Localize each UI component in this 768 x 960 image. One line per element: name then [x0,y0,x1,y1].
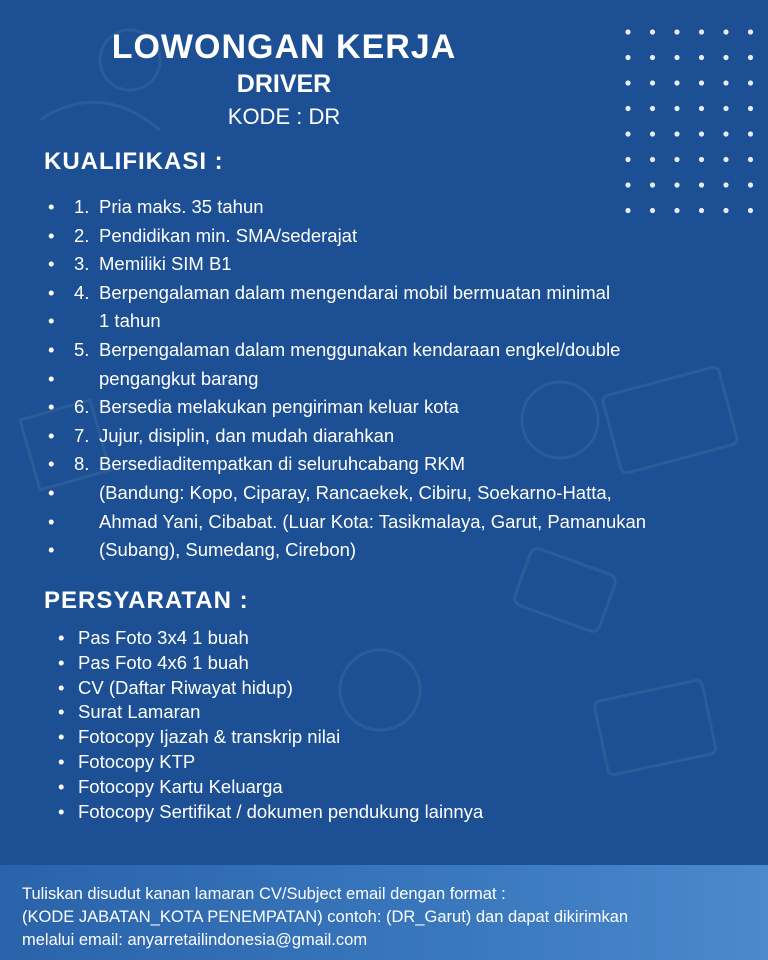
item-text: Fotocopy Kartu Keluarga [78,775,283,797]
bullet-icon: • [58,726,65,748]
qualification-item [48,422,748,451]
bullet-icon: • [48,224,55,246]
bullet-icon: • [48,338,55,360]
item-number: 2. [74,224,90,246]
bullet-icon: • [58,750,65,772]
item-number: 8. [74,453,90,475]
qualifications-heading: KUALIFIKASI : [44,148,224,175]
bullet-icon: • [48,453,55,475]
qualification-item [48,450,748,479]
item-text: Jujur, disiplin, dan mudah diarahkan [99,424,395,446]
item-number: 3. [74,253,90,275]
bullet-icon: • [48,367,55,389]
footer-format-example: (KODE JABATAN_KOTA PENEMPATAN) contoh: (DR_Garut) dan dapat dikirimkan [22,908,629,926]
item-text: Fotocopy KTP [78,750,196,772]
item-text: CV (Daftar Riwayat hidup) [78,676,293,698]
qualification-item [48,222,748,251]
qualifications-list [48,193,748,565]
item-text: (Subang), Sumedang, Cirebon) [99,539,357,561]
item-text: Berpengalaman dalam menggunakan kendaraan engkel/double [99,338,621,360]
qualification-item [48,479,748,508]
footer-instruction: Tuliskan disudut kanan lamaran CV/Subject email dengan format : [22,885,506,903]
item-text: Bersedia melakukan pengiriman keluar kota [99,396,459,418]
bullet-icon: • [48,196,55,217]
item-text: Fotocopy Sertifikat / dokumen pendukung lainnya [78,800,484,822]
qualification-item [48,250,748,279]
bullet-icon: • [48,310,55,332]
bullet-icon: • [48,539,55,561]
qualification-item [48,365,748,394]
item-text: Fotocopy Ijazah & transkrip nilai [78,726,341,748]
item-text: pengangkut barang [99,367,259,389]
bullet-icon: • [58,701,65,723]
bullet-icon: • [48,281,55,303]
footer-email: melalui email: anyarretailindonesia@gmail.com [22,931,368,949]
item-number: 5. [74,338,90,360]
item-text: Pendidikan min. SMA/sederajat [99,224,358,246]
item-text: Memiliki SIM B1 [99,253,232,275]
item-text: Pria maks. 35 tahun [99,196,264,217]
qualification-item [48,193,748,222]
item-text: Ahmad Yani, Cibabat. (Luar Kota: Tasikmalaya, Garut, Pamanukan [99,510,647,532]
bullet-icon: • [58,775,65,797]
requirements-heading: PERSYARATAN : [44,587,249,614]
qualification-item [48,393,748,422]
bullet-icon: • [58,627,65,648]
qualification-item [48,279,748,308]
bullet-icon: • [58,676,65,698]
footer-banner [0,865,768,960]
bullet-icon: • [48,510,55,532]
item-text: (Bandung: Kopo, Ciparay, Rancaekek, Cibiru, Soekarno-Hatta, [99,481,612,503]
bullet-icon: • [58,651,65,673]
item-number: 6. [74,396,90,418]
item-number: 4. [74,281,90,303]
page-title: LOWONGAN KERJA [111,28,457,66]
bullet-icon: • [58,800,65,822]
job-code: KODE : DR [227,104,341,129]
qualification-item [48,508,748,537]
item-number: 7. [74,424,90,446]
item-text: Berpengalaman dalam mengendarai mobil bermuatan minimal [99,281,611,303]
item-number: 1. [74,196,90,217]
item-text: Surat Lamaran [78,701,201,723]
item-text: Pas Foto 4x6 1 buah [78,651,249,673]
qualification-item [48,336,748,365]
qualification-item [48,536,748,565]
bullet-icon: • [48,253,55,275]
bullet-icon: • [48,481,55,503]
item-text: 1 tahun [99,310,161,332]
bullet-icon: • [48,424,55,446]
item-text: Bersediaditempatkan di seluruhcabang RKM [99,453,466,475]
qualification-item [48,307,748,336]
item-text: Pas Foto 3x4 1 buah [78,627,249,648]
job-position: DRIVER [236,70,332,98]
bullet-icon: • [48,396,55,418]
